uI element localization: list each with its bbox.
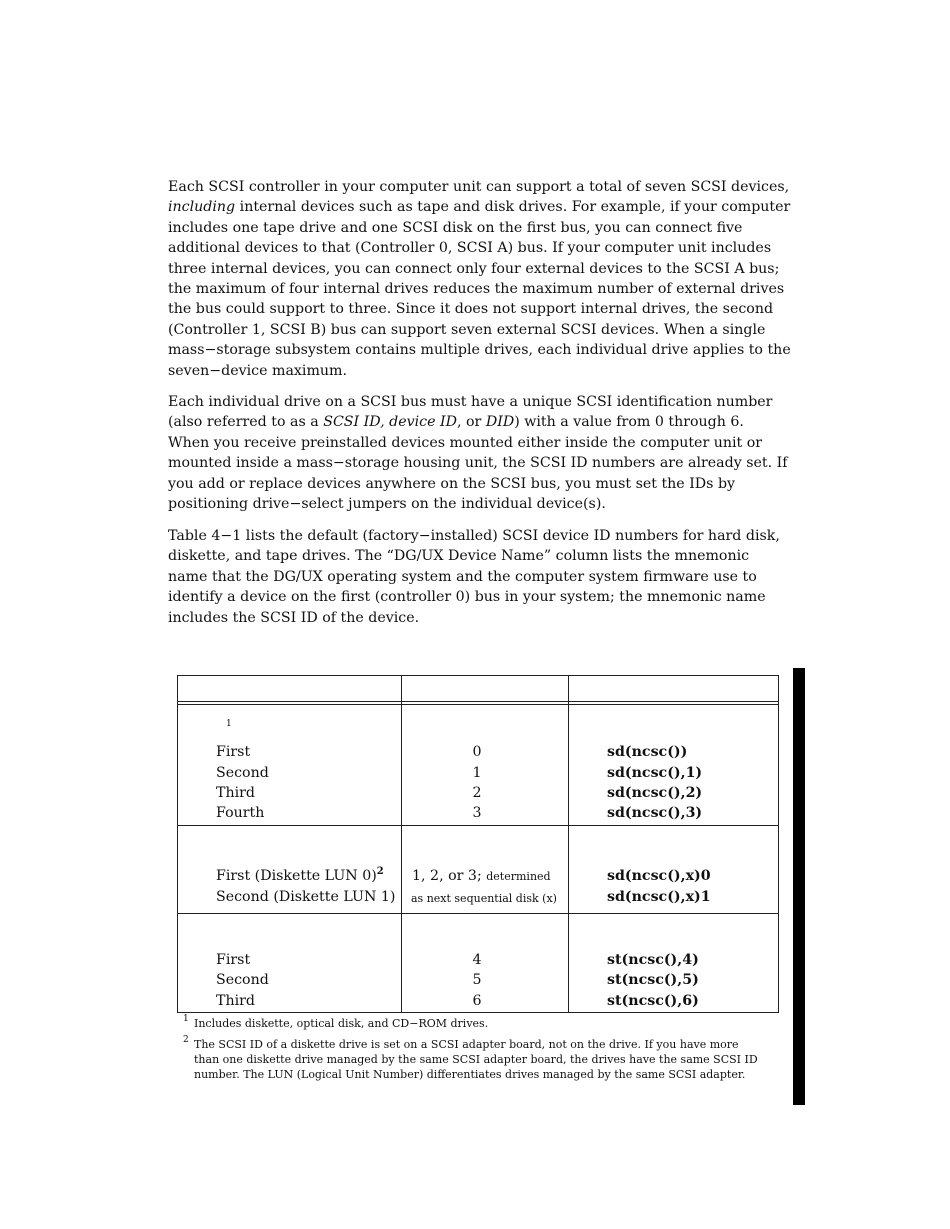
footnote-reference: 2 [376,866,384,877]
footnote-1: Includes diskette, optical disk, and CD−ROM drives. [194,1017,489,1030]
device-name: sd(ncsc(),x)1 [607,889,711,905]
text-line [168,412,788,432]
text-span: (also referred to as a [168,414,324,431]
table-divider [177,913,779,914]
device-name: st(ncsc(),4) [607,952,699,968]
text-line: Each SCSI controller in your computer unit can support a total of seven SCSI devices, [168,179,790,195]
text-line: diskette, and tape drives. The “DG/UX Device Name” column lists the mnemonic [168,548,750,565]
text-line: identify a device on the first (controller 0) bus in your system; the mnemonic name [168,589,766,606]
drive-label: Fourth [216,805,265,821]
text-line: When you receive preinstalled devices mounted either inside the computer unit or [168,434,763,451]
scsi-id-value: 0 [472,744,482,760]
text-line: includes the SCSI ID of the device. [168,609,420,626]
footnote-marker: 2 [183,1035,189,1045]
emphasis-text: DID [485,414,515,431]
device-name: sd(ncsc(),x)0 [607,868,711,884]
text-span: internal devices such as tape and disk drives. For example, if your computer [235,199,791,216]
id-note: determined [486,870,551,883]
scsi-id-value: 2 [472,785,482,801]
table-divider [568,675,569,1013]
drive-label: Second (Diskette LUN 1) [216,889,396,905]
drive-label: First [216,952,251,968]
text-line: Each individual drive on a SCSI bus must have a unique SCSI identification number [168,394,773,410]
text-span: ) with a value from 0 through 6. [514,414,744,431]
scsi-id-value: 5 [472,972,482,988]
text-line: number. The LUN (Logical Unit Number) differentiates drives managed by the same SCSI adapter. [194,1068,746,1081]
text-line: additional devices to that (Controller 0, SCSI A) bus. If your computer unit includes [168,240,772,257]
text-line: the maximum of four internal drives reduces the maximum number of external drives [168,281,785,298]
drive-label: Third [216,785,256,801]
scsi-id-value: 3 [472,805,482,821]
paragraph-scsi-id [168,392,788,514]
emphasis-text: SCSI ID, device ID [323,414,457,431]
text-line [168,197,791,217]
text-line: you add or replace devices anywhere on the SCSI bus, you must set the IDs by [168,475,736,492]
device-name: sd(ncsc()) [607,744,688,760]
device-name: st(ncsc(),5) [607,972,699,988]
drive-label [216,866,384,888]
drive-label: Second [216,765,269,781]
text-line: mass−storage subsystem contains multiple drives, each individual drive applies to the [168,342,791,359]
paragraph-scsi-limits [168,177,791,381]
id-range: 1, 2, or 3; [412,868,487,884]
text-line: (Controller 1, SCSI B) bus can support seven external SCSI devices. When a single [168,321,766,338]
text-line: The SCSI ID of a diskette drive is set on a SCSI adapter board, not on the drive. If you have more [194,1038,739,1051]
table-divider [177,825,779,826]
footnote-2 [194,1037,758,1082]
text-line: mounted inside a mass−storage housing unit, the SCSI ID numbers are already set. If [168,455,788,472]
scsi-id-value: 1 [472,765,482,781]
scsi-id-value: 6 [472,993,482,1009]
device-name: sd(ncsc(),3) [607,805,703,821]
footnote-reference: 1 [226,719,232,729]
text-line: name that the DG/UX operating system and the computer system firmware use to [168,568,757,585]
device-name: st(ncsc(),6) [607,993,699,1009]
table-divider [177,704,779,705]
text-line: includes one tape drive and one SCSI disk on the first bus, you can connect five [168,219,743,236]
text-line: the bus could support to three. Since it does not support internal drives, the second [168,301,774,318]
drive-label: First [216,744,251,760]
drive-label-text: First (Diskette LUN 0) [216,868,377,884]
id-note: as next sequential disk (x) [411,892,557,905]
emphasis-text: including [168,199,236,216]
paragraph-table-intro [168,526,788,628]
text-line: seven−device maximum. [168,362,347,379]
drive-label: Third [216,993,256,1009]
text-line: positioning drive−select jumpers on the individual device(s). [168,496,606,513]
change-bar [793,668,805,1105]
scsi-id-value: 4 [472,952,482,968]
text-line: Table 4−1 lists the default (factory−installed) SCSI device ID numbers for hard disk, [168,528,780,544]
device-name: sd(ncsc(),2) [607,785,703,801]
table-divider [177,701,779,702]
text-span: , or [456,414,486,431]
footnote-marker: 1 [183,1014,189,1024]
text-line: than one diskette drive managed by the same SCSI adapter board, the drives have the same SCSI ID [194,1053,758,1066]
device-name: sd(ncsc(),1) [607,765,703,781]
drive-label: Second [216,972,269,988]
text-line: three internal devices, you can connect only four external devices to the SCSI A bus; [168,260,780,277]
scsi-id-value [412,866,551,887]
